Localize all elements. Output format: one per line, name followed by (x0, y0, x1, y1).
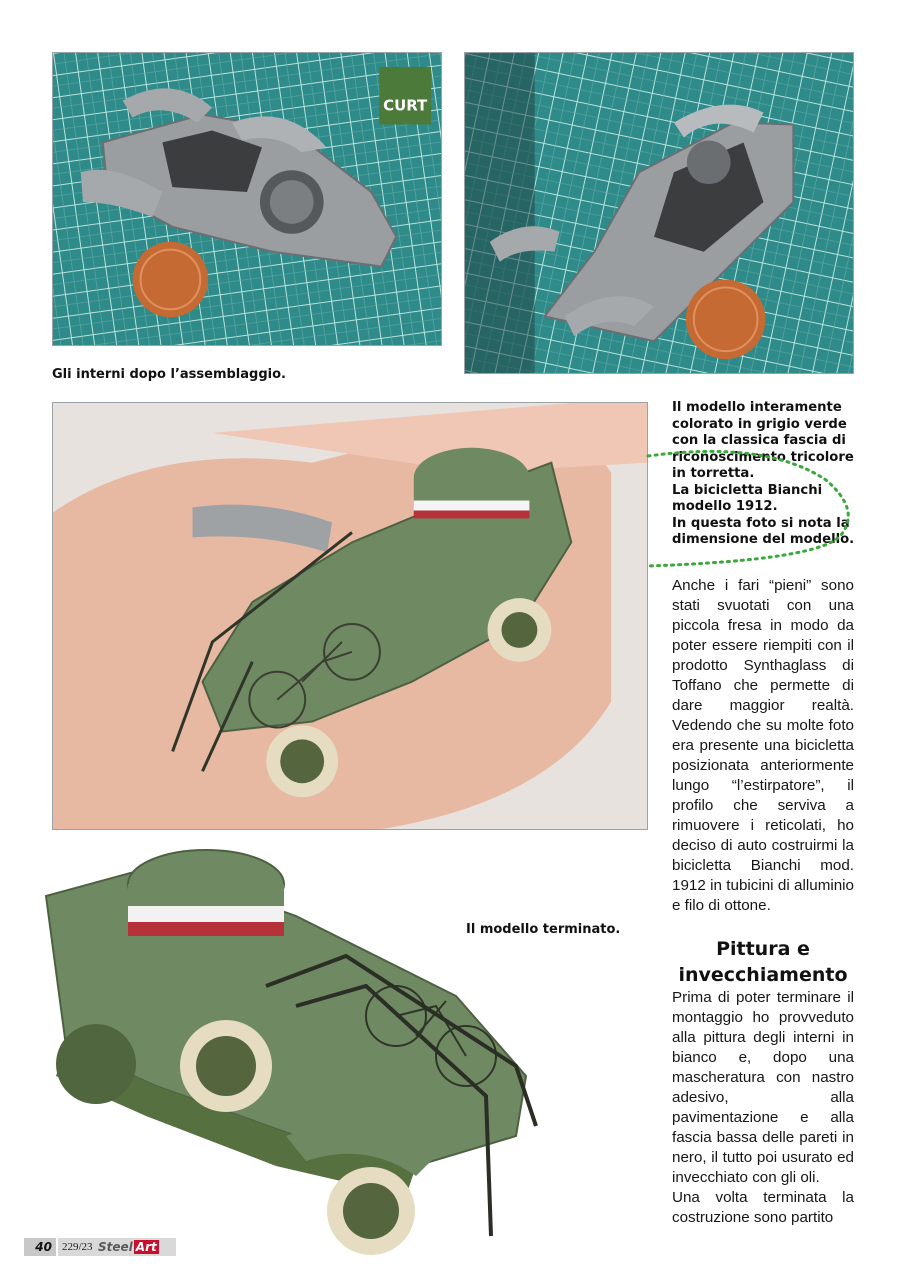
dotted-callout-line (646, 440, 866, 580)
caption-line: La bicicletta Bianchi (672, 482, 823, 498)
caption-line: riconoscimento tricolore (672, 449, 854, 465)
finished-model-photo (36, 836, 636, 1256)
interior-photo-left (52, 52, 442, 346)
caption-line: In questa foto si nota la (672, 515, 850, 531)
caption-line: in torretta. (672, 466, 755, 481)
caption-line: colorato in grigio verde (672, 416, 847, 432)
finished-caption: Il modello terminato. (466, 922, 621, 937)
body-paragraph-2: Prima di poter terminare il montaggio ho provveduto alla pittura degli interni in bianco e, dopo una mascheratura con nastro adesivo, alla pavimentazione e alla fascia bassa delle pareti in nero, il tutto poi usurato ed invecchiato con gli oli. (672, 989, 854, 1186)
interior-photo-right (464, 52, 854, 374)
curt-logo-icon: CURT (383, 96, 428, 115)
brand-art: Art (135, 1240, 157, 1254)
caption-line: con la classica fascia di (672, 433, 846, 448)
brand-steel: Steel (98, 1240, 133, 1254)
steelart-logo-icon (98, 1239, 159, 1255)
caption-line: dimensione del modello. (672, 532, 855, 547)
page-footer (24, 1238, 157, 1258)
section-title (672, 936, 854, 988)
body-paragraph-3: Una volta terminata la costruzione sono partito (672, 1189, 854, 1226)
section-title-line: invecchiamento (678, 964, 848, 986)
model-in-hand-photo (52, 402, 648, 830)
interior-caption: Gli interni dopo l’assemblaggio. (52, 367, 286, 382)
body-paragraph-1: Anche i fari “pieni” sono stati svuotati con una piccola fresa in modo da poter essere riempiti con il prodotto Synthaglass di Toffano che permette di dare maggior realtà. Vedendo che su molte foto era presente una bicicletta posizionata anteriormente lungo “l’estirpatore”, il profilo che serviva a rimuovere i reticolati, ho deciso di auto costruirmi la bicicletta Bianchi mod. 1912 in tubicini di alluminio e filo di ottone. (672, 577, 854, 914)
caption-line: modello 1912. (672, 499, 778, 514)
caption-line: Il modello interamente (672, 400, 842, 415)
issue-label: 229/23 (62, 1241, 93, 1253)
section-title-line: Pittura e (716, 938, 810, 960)
page-number: 40 (24, 1238, 56, 1256)
